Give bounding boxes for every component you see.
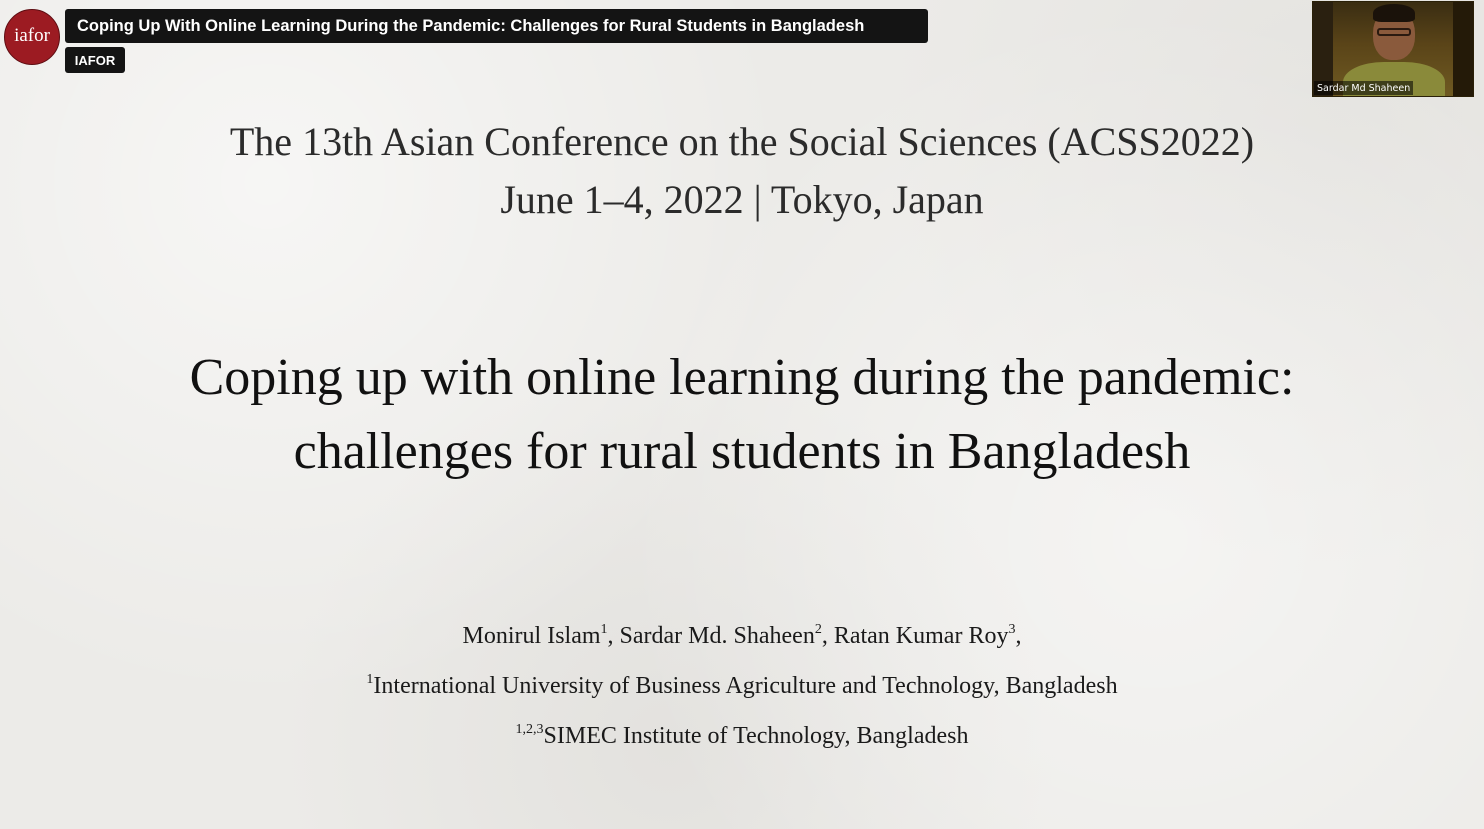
participant-name-tag [1314, 81, 1413, 95]
logo-text: iafor [14, 25, 50, 46]
affiliation-text: International University of Business Agriculture and Technology, Bangladesh [373, 673, 1118, 699]
paper-title-line-1: Coping up with online learning during the pandemic: [189, 349, 1295, 406]
author-name: Ratan Kumar Roy [833, 623, 1009, 649]
participant-glasses [1377, 28, 1411, 36]
conference-name: The 13th Asian Conference on the Social Sciences (ACSS2022) [229, 119, 1255, 164]
author-separator: , [1015, 623, 1022, 649]
video-title-bar[interactable] [65, 9, 928, 43]
background-shelf [1453, 2, 1473, 97]
author-separator: , [607, 623, 620, 649]
iafor-logo [4, 9, 60, 65]
conference-date: June 1–4, 2022 | Tokyo, Japan [500, 177, 984, 222]
author-list [0, 622, 1484, 650]
author-affiliation-number: 2 [814, 622, 822, 637]
author-affiliation-number: 3 [1008, 622, 1016, 637]
paper-title-line-2: challenges for rural students in Bangladesh [293, 423, 1191, 480]
affiliation-text: SIMEC Institute of Technology, Bangladesh [543, 723, 969, 749]
affiliation-number: 1,2,3 [515, 722, 544, 737]
channel-badge[interactable] [65, 47, 125, 73]
channel-name: IAFOR [74, 52, 116, 68]
participant-name: Sardar Md Shaheen [1317, 82, 1411, 94]
affiliation-1 [0, 672, 1484, 700]
author-name: Sardar Md. Shaheen [619, 623, 815, 649]
author-affiliation-number: 1 [600, 622, 608, 637]
participant-video-tile[interactable] [1312, 1, 1474, 97]
affiliation-2 [0, 722, 1484, 750]
author-separator: , [821, 623, 834, 649]
participant-hair [1373, 4, 1415, 22]
affiliation-number: 1 [366, 672, 374, 687]
video-title: Coping Up With Online Learning During the Pandemic: Challenges for Rural Students in Bangladesh [77, 16, 865, 35]
author-name: Monirul Islam [462, 623, 601, 649]
